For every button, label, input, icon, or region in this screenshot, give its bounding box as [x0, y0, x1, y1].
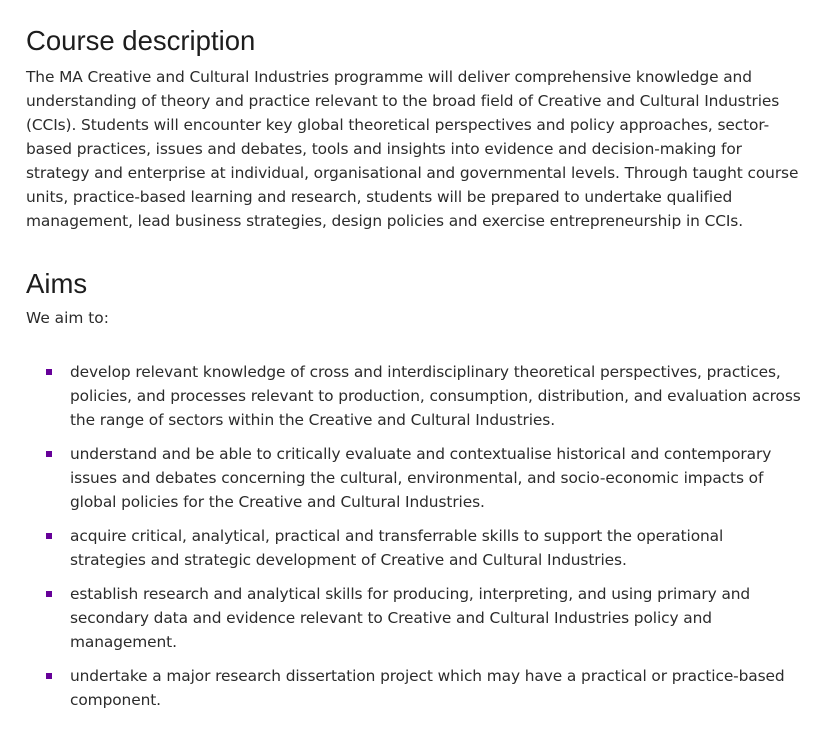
list-item-text: establish research and analytical skills for producing, interpreting, and using primary and secondary data and evidence relevant to Creative and Cultural Industries policy and management. [70, 585, 751, 651]
list-item-text: understand and be able to critically evaluate and contextualise historical and contemporary issues and debates concerning the cultural, environmental, and socio-economic impacts of global policies for the Creative and Cultural Industries. [70, 445, 772, 511]
aims-list [26, 360, 802, 712]
content-area [26, 0, 802, 722]
square-bullet-icon [46, 533, 52, 539]
aims-heading: Aims [26, 268, 88, 299]
aims-section [26, 267, 802, 712]
list-item [26, 442, 802, 514]
list-item-text: develop relevant knowledge of cross and interdisciplinary theoretical perspectives, practices, policies, and processes relevant to production, consumption, distribution, and evaluation across the range of sectors within the Creative and Cultural Industries. [70, 363, 801, 429]
square-bullet-icon [46, 451, 52, 457]
course-description-text: The MA Creative and Cultural Industries programme will deliver comprehensive knowledge and understanding of theory and practice relevant to the broad field of Creative and Cultural Industries (CCIs). Students will encounter key global theoretical perspectives and policy approaches, sector-based practices, issues and debates, tools and insights into evidence and decision-making for strategy and enterprise at individual, organisational and governmental levels. Through taught course units, practice-based learning and research, students will be prepared to undertake qualified management, lead business strategies, design policies and exercise entrepreneurship in CCIs. [26, 68, 799, 230]
aims-intro: We aim to: [26, 309, 109, 327]
list-item [26, 582, 802, 654]
list-item-text: acquire critical, analytical, practical and transferrable skills to support the operational strategies and strategic development of Creative and Cultural Industries. [70, 527, 724, 569]
list-item [26, 360, 802, 432]
list-item-text: undertake a major research dissertation project which may have a practical or practice-based component. [70, 667, 785, 709]
list-item [26, 664, 802, 712]
square-bullet-icon [46, 591, 52, 597]
course-description-heading: Course description [26, 25, 256, 56]
course-description-section [26, 24, 802, 233]
square-bullet-icon [46, 369, 52, 375]
square-bullet-icon [46, 673, 52, 679]
list-item [26, 524, 802, 572]
